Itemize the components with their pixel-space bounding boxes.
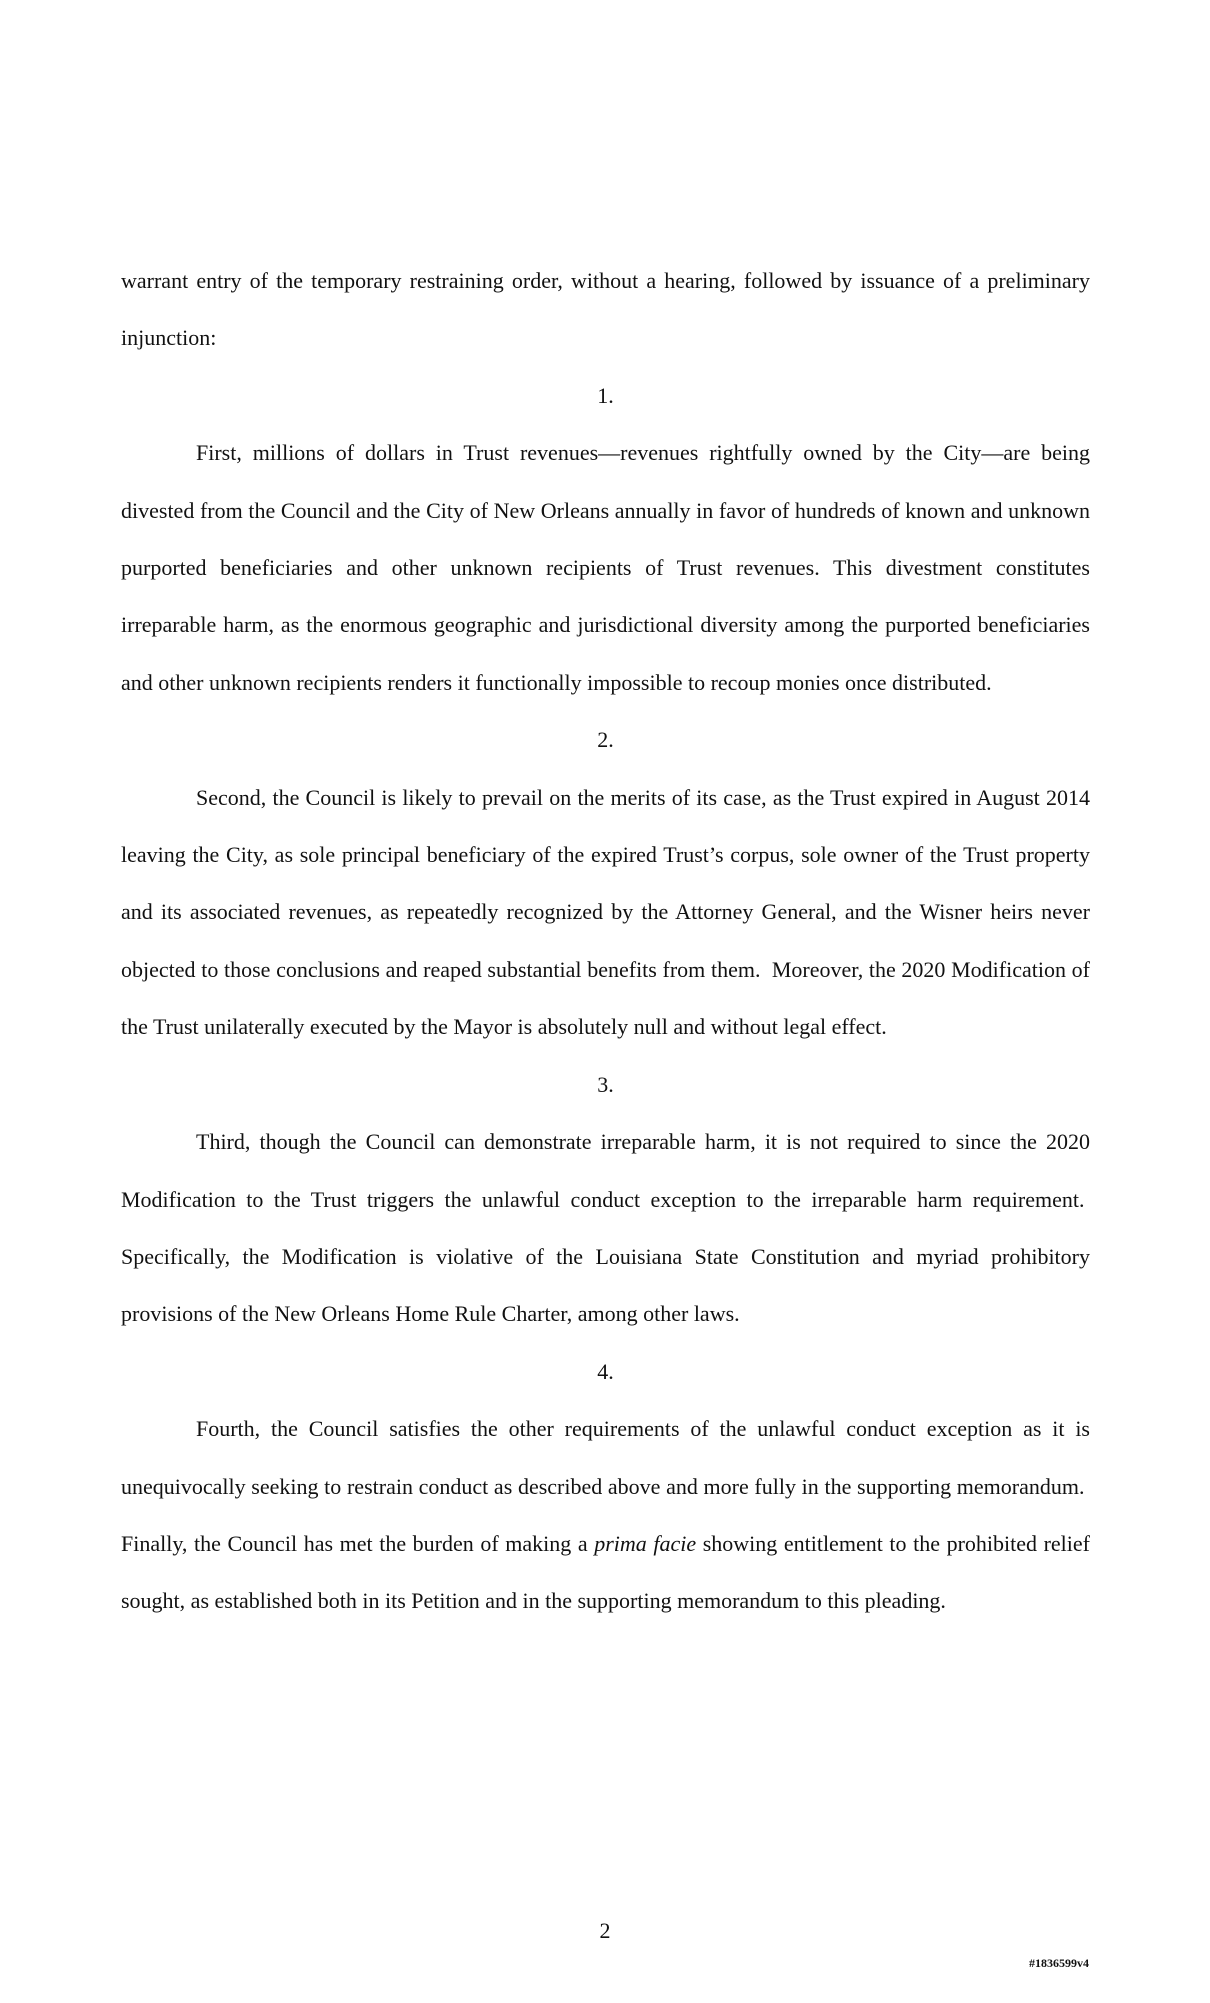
paragraph-4-text-start: Fourth, the Council satisfies the other requirements of the unlawful conduct exception as it is unequivocally seeking to restrain conduct as described above and more fully in the supporting memorandum. Finally, the Council has met the burden of making a: [121, 1416, 1090, 1556]
paragraph-number-3: 3.: [597, 1071, 614, 1097]
paragraph-3: Third, though the Council can demonstrate irreparable harm, it is not required to since the 2020 Modification to the Trust triggers the unlawful conduct exception to the irreparable harm requirement. Specifically, the Modification is violative of the Louisiana State Constitution and myriad prohibitory provisions of the New Orleans Home Rule Charter, among other laws.: [121, 1129, 1090, 1327]
page-number: 2: [599, 1918, 611, 1943]
paragraph-4: [121, 1400, 1090, 1630]
paragraph-1: First, millions of dollars in Trust revenues—revenues rightfully owned by the City—are being divested from the Council and the City of New Orleans annually in favor of hundreds of known and unknown purported beneficiaries and other unknown recipients of Trust revenues. This divestment constitutes irreparable harm, as the enormous geographic and jurisdictional diversity among the purported beneficiaries and other unknown recipients renders it functionally impossible to recoup monies once distributed.: [121, 440, 1090, 695]
paragraph-number-4: 4.: [597, 1358, 614, 1384]
paragraph-4-italic-term: prima facie: [594, 1530, 697, 1556]
paragraph-number-2: 2.: [597, 727, 614, 753]
document-id: #1836599v4: [1029, 1956, 1089, 1970]
paragraph-4-text-end: showing entitlement to the prohibited relief sought, as established both in its Petition and in the supporting memorandum to this pleading.: [121, 1530, 1090, 1614]
paragraph-number-1: 1.: [597, 382, 614, 408]
document-body: [121, 252, 1090, 1630]
paragraph-2: Second, the Council is likely to prevail on the merits of its case, as the Trust expired in August 2014 leaving the City, as sole principal beneficiary of the expired Trust’s corpus, sole owner of the Trust property and its associated revenues, as repeatedly recognized by the Attorney General, and the Wisner heirs never objected to those conclusions and reaped substantial benefits from them. Moreover, the 2020 Modification of the Trust unilaterally executed by the Mayor is absolutely null and without legal effect.: [121, 784, 1090, 1040]
paragraph-intro: warrant entry of the temporary restraining order, without a hearing, followed by issuance of a preliminary injunction:: [121, 268, 1090, 351]
